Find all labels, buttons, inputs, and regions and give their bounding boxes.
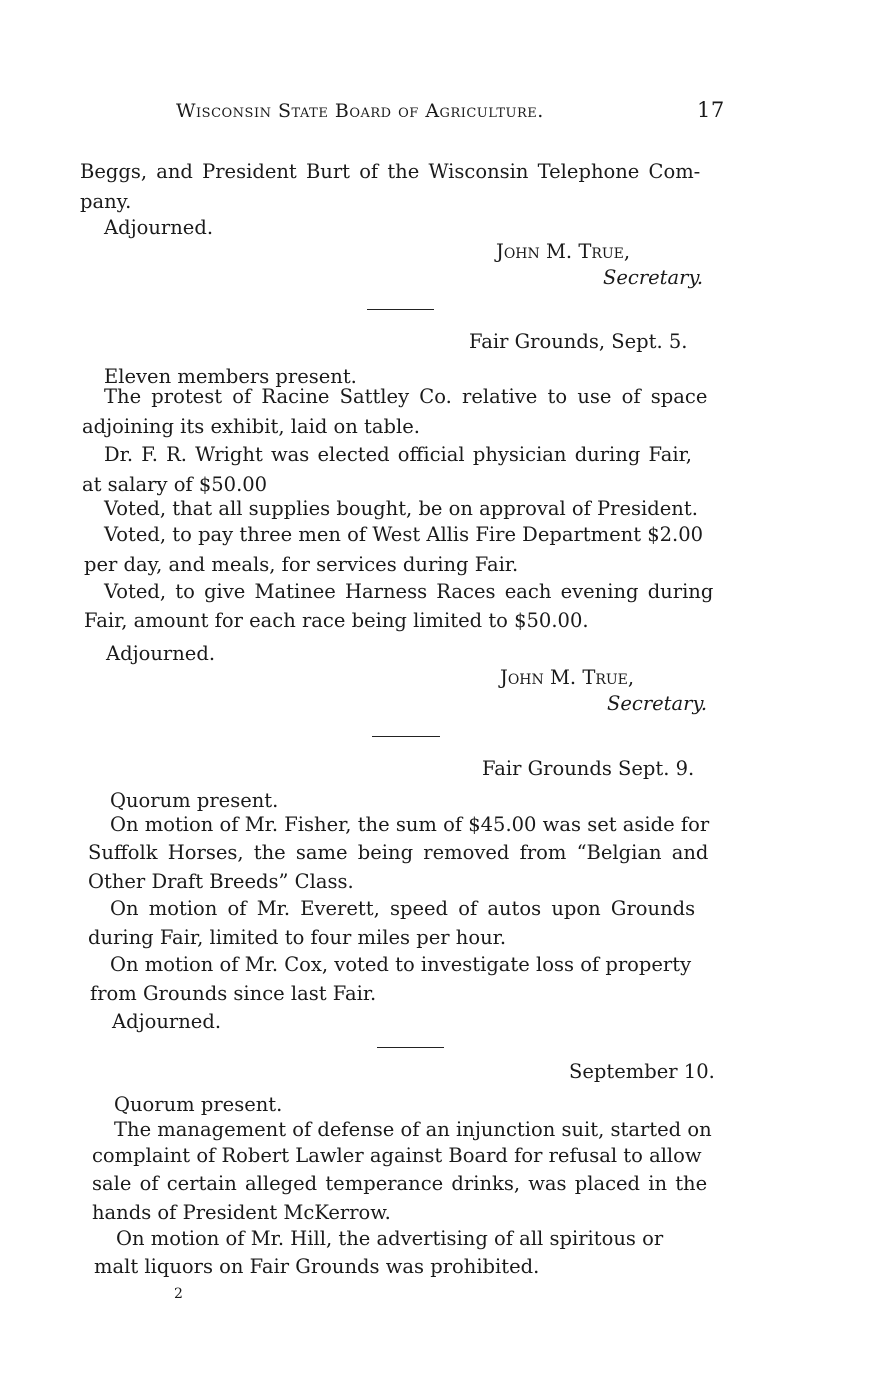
section-divider — [377, 1047, 444, 1048]
text-line: Beggs, and President Burt of the Wisconsin Telephone Com- — [80, 160, 701, 183]
text-line: adjoining its exhibit, laid on table. — [82, 415, 420, 438]
text-line: Suffolk Horses, the same being removed from “Belgian and — [88, 841, 709, 864]
signature-title: Secretary. — [603, 266, 704, 289]
signature-title: Secretary. — [607, 692, 708, 715]
adjourned-line: Adjourned. — [104, 216, 214, 239]
text-line: sale of certain alleged temperance drinks, was placed in the — [92, 1172, 708, 1195]
adjourned-line: Adjourned. — [112, 1010, 222, 1033]
text-line: during Fair, limited to four miles per hour. — [88, 926, 507, 949]
text-line: from Grounds since last Fair. — [90, 982, 377, 1005]
text-line: The protest of Racine Sattley Co. relative to use of space — [104, 385, 708, 408]
text-line: On motion of Mr. Cox, voted to investigate loss of property — [110, 953, 692, 976]
text-line: Voted, to give Matinee Harness Races each evening during — [104, 580, 714, 603]
text-line: hands of President McKerrow. — [92, 1201, 391, 1224]
text-line: Fair, amount for each race being limited to $50.00. — [84, 609, 589, 632]
signature-mark: 2 — [174, 1286, 183, 1302]
text-line: Voted, to pay three men of West Allis Fire Department $2.00 — [104, 523, 704, 546]
page-number: 17 — [697, 98, 725, 122]
text-line: at salary of $50.00 — [82, 473, 268, 496]
text-line: pany. — [80, 190, 132, 213]
text-line: Eleven members present. — [104, 365, 357, 388]
text-line: Voted, that all supplies bought, be on approval of President. — [104, 497, 698, 520]
text-line: complaint of Robert Lawler against Board for refusal to allow — [92, 1144, 702, 1167]
text-line: Other Draft Breeds” Class. — [88, 870, 354, 893]
dateline: September 10. — [569, 1060, 715, 1083]
section-divider — [372, 736, 440, 737]
dateline: Fair Grounds, Sept. 5. — [469, 330, 688, 353]
text-line: per day, and meals, for services during Fair. — [84, 553, 519, 576]
text-line: Quorum present. — [110, 789, 279, 812]
section-divider — [367, 309, 434, 310]
running-title: Wisconsin State Board of Agriculture. — [176, 100, 544, 122]
text-line: On motion of Mr. Everett, speed of autos upon Grounds — [110, 897, 696, 920]
text-line: Dr. F. R. Wright was elected official physician during Fair, — [104, 443, 692, 466]
text-line: On motion of Mr. Hill, the advertising of all spiritous or — [116, 1227, 664, 1250]
text-line: malt liquors on Fair Grounds was prohibited. — [94, 1255, 540, 1278]
signature-name: John M. True, — [496, 240, 631, 263]
dateline: Fair Grounds Sept. 9. — [482, 757, 695, 780]
adjourned-line: Adjourned. — [106, 642, 216, 665]
signature-name: John M. True, — [500, 666, 635, 689]
text-line: The management of defense of an injunction suit, started on — [114, 1118, 712, 1141]
text-line: On motion of Mr. Fisher, the sum of $45.00 was set aside for — [110, 813, 710, 836]
text-line: Quorum present. — [114, 1093, 283, 1116]
